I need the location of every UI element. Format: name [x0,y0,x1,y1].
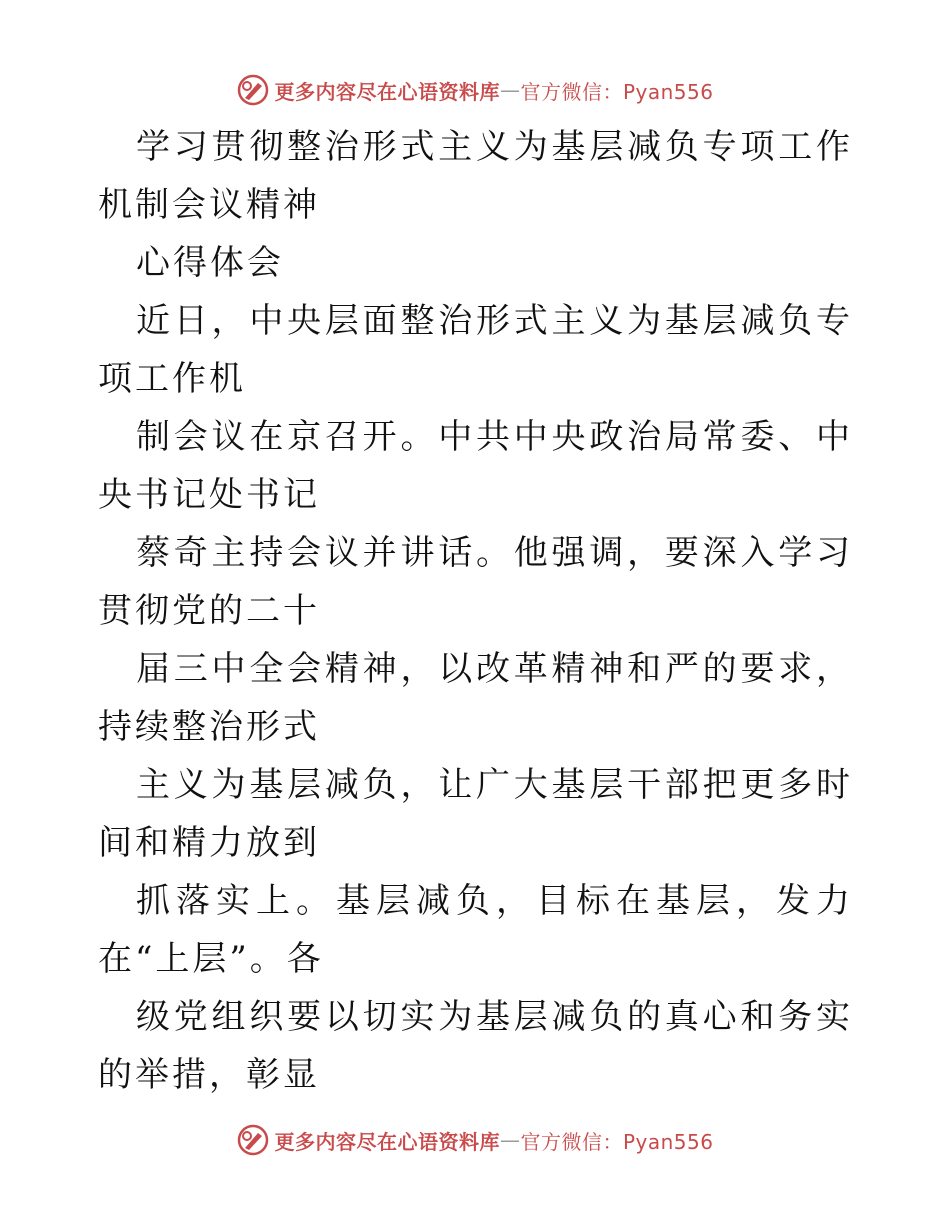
body-paragraph: 主义为基层减负，让广大基层干部把更多时间和精力放到 [98,765,853,863]
document-subtitle: 心得体会 [136,243,284,283]
body-paragraph: 制会议在京召开。中共中央政治局常委、中央书记处书记 [98,417,853,515]
banner-brand-text: 更多内容尽在心语资料库 [274,79,500,104]
document-body [98,118,853,1104]
footer-banner [0,1120,950,1160]
body-paragraph: 级党组织要以切实为基层减负的真心和务实的举措，彰显 [98,997,853,1095]
body-paragraph: 抓落实上。基层减负，目标在基层，发力在“上层”。各 [98,881,853,979]
banner-wechat-text: 官方微信：Pyan556 [520,1129,714,1154]
document-title: 学习贯彻整治形式主义为基层减负专项工作机制会议精神 [98,127,853,225]
pen-circle-logo-icon [236,73,270,107]
banner-wechat-text: 官方微信：Pyan556 [520,79,714,104]
banner-separator: — [499,78,521,102]
banner-brand-text: 更多内容尽在心语资料库 [274,1129,500,1154]
body-paragraph: 近日，中央层面整治形式主义为基层减负专项工作机 [98,301,853,399]
header-banner [0,70,950,110]
pen-circle-logo-icon [236,1123,270,1157]
banner-separator: — [499,1128,521,1152]
body-paragraph: 蔡奇主持会议并讲话。他强调，要深入学习贯彻党的二十 [98,533,853,631]
body-paragraph: 届三中全会精神，以改革精神和严的要求，持续整治形式 [98,649,853,747]
